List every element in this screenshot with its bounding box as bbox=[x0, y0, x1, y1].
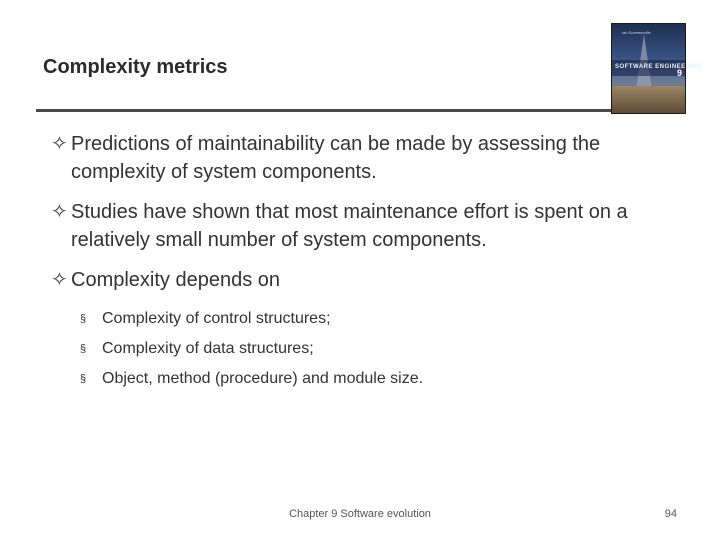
sub-bullet-item bbox=[80, 334, 681, 364]
bullet-text: Complexity depends on bbox=[71, 269, 281, 291]
slide-title: Complexity metrics bbox=[43, 56, 228, 78]
bullet-star-icon: ✧ bbox=[51, 269, 68, 291]
book-cover-image bbox=[611, 23, 703, 114]
cover-title-text: SOFTWARE ENGINEERING bbox=[615, 64, 703, 70]
bullet-star-icon: ✧ bbox=[51, 201, 68, 223]
title-divider bbox=[36, 109, 684, 112]
cover-edition-number: 9 bbox=[676, 68, 682, 78]
section-sign-icon: § bbox=[80, 373, 87, 385]
section-sign-icon: § bbox=[80, 343, 87, 355]
bullet-star-icon: ✧ bbox=[51, 133, 68, 155]
cover-base-graphic bbox=[612, 86, 685, 113]
sub-bullet-item bbox=[80, 364, 681, 394]
page-number: 94 bbox=[664, 508, 677, 520]
sub-bullet-list bbox=[51, 304, 681, 394]
slide-footer: Chapter 9 Software evolution bbox=[289, 508, 431, 520]
sub-bullet-text: Complexity of control structures; bbox=[102, 310, 331, 327]
bullet-item bbox=[51, 266, 681, 294]
bullet-text: Studies have shown that most maintenance effort is spent on a relatively small number of system components. bbox=[71, 201, 628, 251]
sub-bullet-text: Complexity of data structures; bbox=[102, 340, 314, 357]
sub-bullet-text: Object, method (procedure) and module size. bbox=[102, 370, 424, 387]
cover-author-text: Ian Sommerville bbox=[622, 30, 651, 35]
bullet-item bbox=[51, 130, 681, 186]
section-sign-icon: § bbox=[80, 313, 87, 325]
bullet-text: Predictions of maintainability can be made by assessing the complexity of system components. bbox=[71, 133, 601, 183]
sub-bullet-item bbox=[80, 304, 681, 334]
bullet-item bbox=[51, 198, 681, 254]
slide-body bbox=[51, 130, 681, 394]
